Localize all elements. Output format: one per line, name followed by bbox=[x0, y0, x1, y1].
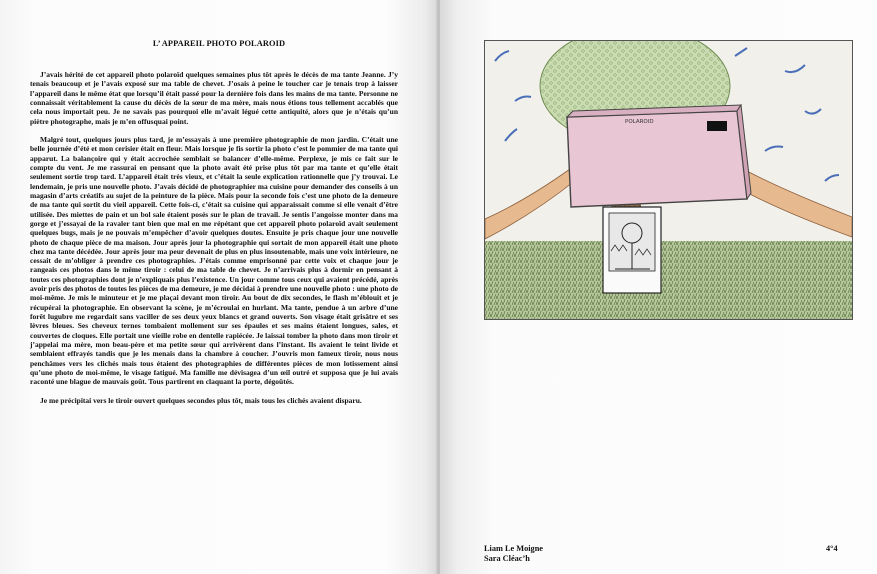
camera-label-text: POLAROID bbox=[625, 119, 654, 125]
polaroid-drawing bbox=[484, 40, 853, 320]
credits bbox=[484, 544, 543, 564]
class-label: 4°4 bbox=[826, 544, 838, 553]
story-body bbox=[30, 70, 398, 414]
author-name-2: Sara Cléac’h bbox=[484, 554, 530, 563]
story-paragraph-3: Je me précipitai vers le tiroir ouvert quelques secondes plus tôt, mais tous les clichés avaient disparu. bbox=[40, 395, 362, 405]
left-page bbox=[0, 0, 438, 574]
story-paragraph-1: J’avais hérité de cet appareil photo polaroïd quelques semaines plus tôt après le décès de ma tante Jeanne. J’y tenais beaucoup et je l’avais exposé sur ma table de chevet. J’osais à peine le toucher car je tenais trop à laisser l’appareil dans le même état que lorsqu’il était passé pour la dernière fois dans les mains de ma tante. Personne ne connaissait véritablement la cause du décès de la sœur de ma mère, mais nous étions tous tellement accablés que cela nous importait peu. Je ne savais pas pourquoi elle m’avait légué cette antiquité, alors que je n’étais qu’un piètre photographe, mais je m’en offusquai point. bbox=[30, 70, 398, 126]
story-paragraph-2: Malgré tout, quelques jours plus tard, je m’essayais à une première photographie de mon jardin. C’était une belle journée d’été et mon cerisier était en fleur. Mais lorsque je fis sortir la photo c’est le pommier de ma tante qui apparut. La balançoire qui y était accrochée semblait se balancer d’elle-même. Perplexe, je mis ce fait sur le compte du vent. Je me rassurai en pensant que la photo avait été prise plus tôt par ma tante et qu’elle était seulement sortie trop tard. L’appareil était très vieux, et c’était la seule explication rationnelle que j’y trouvai. Le lendemain, je pris une nouvelle photo. J’avais décidé de photographier ma cuisine pour demander des conseils à un magasin d’arts créatifs au sujet de la peinture de la pièce. Mais pour la seconde fois c’est une photo de la demeure de ma tante qui sortit du vieil appareil. Cette fois-ci, c’était sa cuisine qui apparaissait comme si elle venait d’être utilisée. Des miettes de pain et un bol sale étaient posés sur le plan de travail. Je sentis l’angoisse monter dans ma gorge et j’essayai de la ravaler tant bien que mal en me répétant que cet appareil photo polaroïd avait seulement quelques bugs, mais je ne pouvais m’empêcher d’avoir quelques doutes. Ensuite je pris chaque jour une nouvelle photo de chaque pièce de ma maison. Jour après jour la photographie qui sortait de mon appareil était une photo chez ma tante décédée. Jour après jour ma peur devenait de plus en plus insoutenable, mais une voix intérieure, ne cessait de m’obliger à prendre ces photographies. J’étais comme emprisonné par cette voix et chaque jour je rangeais ces photos dans le même tiroir : celui de ma table de chevet. Je n’arrivais plus à dormir en pensant à toutes ces photographies dont je n’expliquais plus l’existence. Un jour comme tous ceux qui avaient précédé, après avoir pris des photos de toutes les pièces de ma demeure, je me décidai à prendre une nouvelle photo : une photo de moi-même. Je mis le minuteur et je me plaçai devant mon tiroir. Au bout de dix secondes, le flash m’éblouit et je récupérai la photographie. En observant la scène, je m’écroulai en hurlant. Ma tante, pendue à un arbre d’une forêt lugubre me regardait sans vaciller de ses deux yeux blancs et grand ouverts. Son visage était grisâtre et ses lèvres bleues. Ses cheveux ternes tombaient mollement sur ses épaules et ses mains étaient longues, sales, et couvertes de cloques. Elle portait une vieille robe en dentelle rapiécée. Je laissai tomber la photo dans mon tiroir et j’appelai ma mère, mon beau-père et ma petite sœur qui arrivèrent dans l’instant. Ils avaient le teint livide et semblaient effrayés tandis que je les menais dans la chambre à coucher. J’ouvris mon fameux tiroir, nous nous penchâmes vers les clichés mais tous étaient des photographies de différentes pièces de mon lotissement ainsi qu’une photo de moi-même, le visage fatigué. Ma famille me dévisagea d’un œil outré et supposa que je lui avais raconté une blague de mauvais goût. Tous partirent en claquant la porte, dégoûtés. bbox=[30, 135, 398, 387]
story-title: L’ APPAREIL PHOTO POLAROID bbox=[152, 39, 286, 48]
author-name-1: Liam Le Moigne bbox=[484, 544, 543, 553]
camera-shape bbox=[567, 105, 751, 207]
